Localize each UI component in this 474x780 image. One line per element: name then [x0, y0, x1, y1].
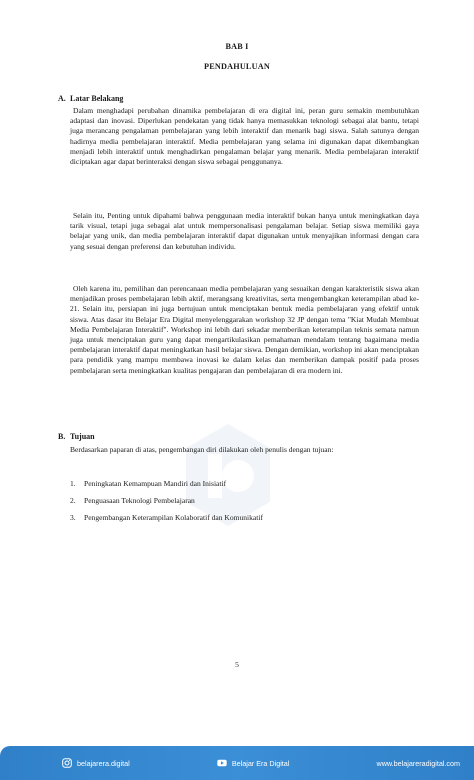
- list-item-text: Pengembangan Keterampilan Kolaboratif dan Komunikatif: [84, 513, 263, 522]
- footer-bar: [0, 746, 474, 780]
- footer-youtube-channel: Belajar Era Digital: [231, 758, 290, 768]
- footer-instagram[interactable]: [62, 758, 130, 768]
- footer-website-url: www.belajareradigital.com: [376, 758, 460, 768]
- list-item: [70, 496, 419, 513]
- youtube-icon: [217, 758, 227, 768]
- instagram-icon: [62, 758, 72, 768]
- objectives-list: [70, 479, 419, 530]
- section-b-letter: B.: [58, 432, 66, 441]
- section-b-intro: Berdasarkan paparan di atas, pengembangan diri dilakukan oleh penulis dengan tujuan:: [70, 445, 334, 454]
- list-item-number: 3.: [70, 513, 76, 522]
- section-a-heading: [58, 94, 123, 103]
- section-b-heading: [58, 432, 95, 441]
- chapter-title: PENDAHULUAN: [204, 62, 270, 71]
- paragraph-3: Oleh karena itu, pemilihan dan perencanaan media pembelajaran yang sesuaikan dengan karakteristik siswa akan menjadikan proses pembelajaran lebih aktif, merangsang kreativitas, serta mengembangkan keterampilan abad ke-21. Selain itu, persiapan ini juga bertujuan untuk menciptakan bentuk media pembelajaran yang efektif untuk siswa. Atas dasar itu Belajar Era Digital menyelenggarakan workshop 32 JP dengan tema "Kiat Mudah Membuat Media Pembelajaran Interaktif". Workshop ini lebih dari sekadar memberikan keterampilan teknis semata namun juga untuk menciptakan guru yang dapat mengartikulasikan pemahaman mendalam tentang bagaimana media pembelajaran interaktif dapat meningkatkan hasil belajar siswa. Dengan demikian, workshop ini akan menciptakan para pendidik yang mampu membawa inovasi ke dalam kelas dan memberikan dampak positif pada proses pembelajaran serta meningkatkan kualitas pengajaran dan pembelajaran di era modern ini.: [70, 284, 419, 375]
- list-item-text: Peningkatan Kemampuan Mandiri dan Inisiatif: [84, 479, 227, 488]
- footer-website[interactable]: [377, 759, 461, 768]
- list-item-number: 2.: [70, 496, 76, 505]
- chapter-number: BAB I: [225, 42, 249, 51]
- section-b-title: Tujuan: [70, 432, 95, 441]
- footer-youtube[interactable]: [217, 758, 290, 768]
- list-item: [70, 479, 419, 496]
- list-item: [70, 513, 419, 530]
- paragraph-2: Selain itu, Penting untuk dipahami bahwa penggunaan media interaktif bukan hanya untuk meningkatkan daya tarik visual, tetapi juga sebagai alat untuk mempersonalisasi pengalaman belajar. Setiap siswa memiliki gaya belajar yang unik, dan media pembelajaran interaktif dapat digunakan untuk menyajikan informasi dengan cara yang sesuai dengan preferensi dan kebutuhan individu.: [70, 211, 419, 251]
- section-a-letter: A.: [58, 94, 66, 103]
- list-item-text: Penguasaan Teknologi Pembelajaran: [84, 496, 195, 505]
- list-item-number: 1.: [70, 479, 76, 488]
- page-number: 5: [235, 660, 239, 669]
- paragraph-1: Dalam menghadapi perubahan dinamika pembelajaran di era digital ini, peran guru semakin membutuhkan adaptasi dan inovasi. Diperlukan pendekatan yang tidak hanya memasukkan teknologi sebagai alat bantu, tetapi juga merancang pengalaman pembelajaran yang lebih interaktif dan menarik bagi siswa. Salah satunya dengan hadirnya media pembelajaran interaktif. Media pembelajaran yang selama ini digunakan dapat dikembangkan menjadi lebih interaktif untuk menghadirkan pengalaman belajar yang menarik. Media pembelajaran interaktif diciptakan agar dapat berinteraksi dengan siswa sebagai penggunanya.: [70, 106, 419, 167]
- footer-instagram-handle: belajarera.digital: [77, 758, 130, 768]
- section-a-title: Latar Belakang: [70, 94, 124, 103]
